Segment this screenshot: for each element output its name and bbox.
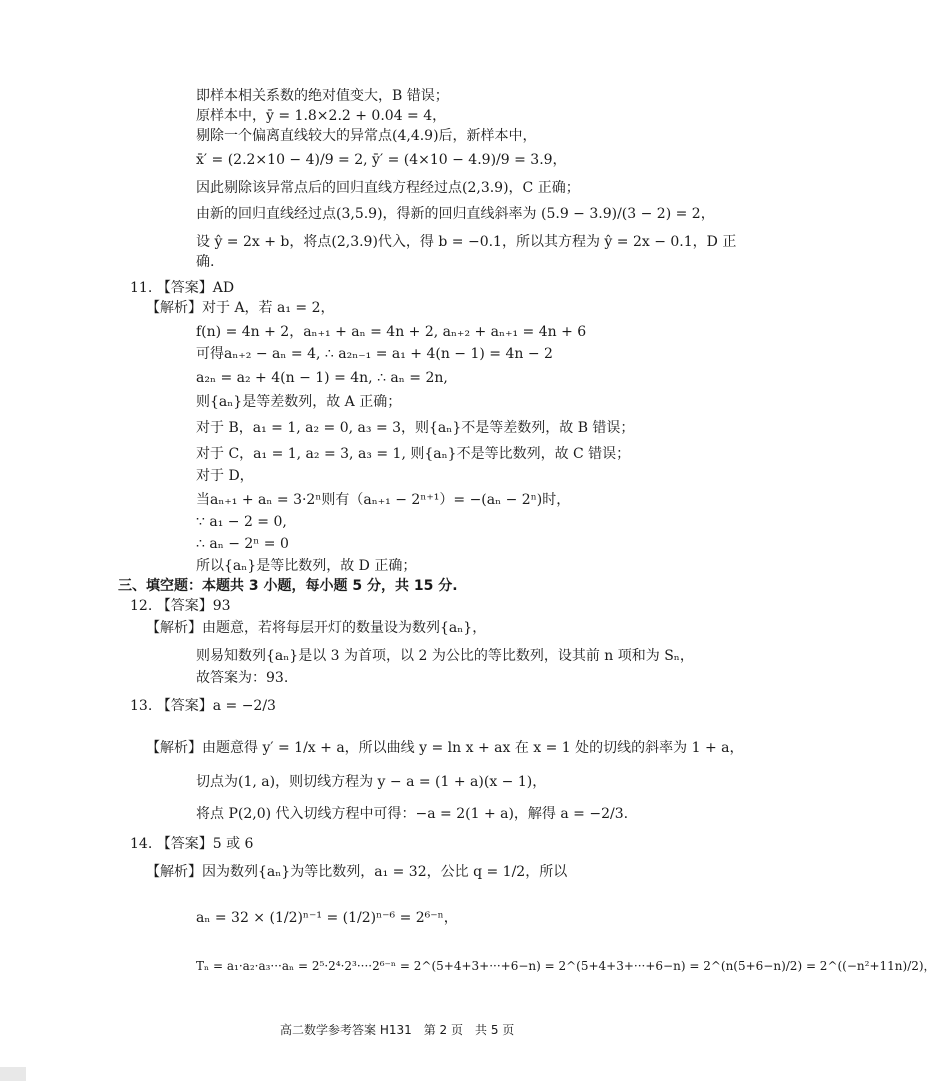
q10-line-7: 设 ŷ = 2x + b，将点(2,3.9)代入，得 b = −0.1，所以其方程为 ŷ = 2x − 0.1，D 正: [196, 234, 737, 250]
q10-line-8: 确.: [196, 254, 215, 270]
q11-line-7: 对于 C，a₁ = 1, a₂ = 3, a₃ = 1, 则{aₙ}不是等比数列，故 C 错误；: [196, 446, 631, 462]
q13-line-3: 将点 P(2,0) 代入切线方程中可得：−a = 2(1 + a)，解得 a = −2/3.: [196, 806, 629, 822]
q12-answer: 12. 【答案】93: [130, 598, 231, 614]
q13-line-1: 【解析】由题意得 y′ = 1/x + a，所以曲线 y = ln x + ax 在 x = 1 处的切线的斜率为 1 + a，: [146, 740, 744, 756]
q10-line-4: x̄′ = (2.2×10 − 4)/9 = 2, ȳ′ = (4×10 − 4.9)/9 = 3.9，: [196, 152, 567, 168]
q12-line-1: 【解析】由题意，若将每层开灯的数量设为数列{aₙ}，: [146, 620, 487, 636]
q11-line-8: 对于 D，: [196, 468, 254, 484]
q12-line-2: 则易知数列{aₙ}是以 3 为首项，以 2 为公比的等比数列，设其前 n 项和为 Sₙ，: [196, 648, 694, 664]
q11-answer: 11. 【答案】AD: [130, 280, 235, 296]
q10-line-1: 即样本相关系数的绝对值变大，B 错误；: [196, 88, 449, 104]
q10-line-3: 剔除一个偏离直线较大的异常点(4,4.9)后，新样本中，: [196, 128, 537, 144]
q11-line-5: 则{aₙ}是等差数列，故 A 正确；: [196, 394, 402, 410]
q11-line-2: f(n) = 4n + 2，aₙ₊₁ + aₙ = 4n + 2, aₙ₊₂ + aₙ₊₁ = 4n + 6: [196, 324, 587, 340]
section-3-heading: 三、填空题：本题共 3 小题，每小题 5 分，共 15 分.: [118, 578, 458, 594]
q14-answer: 14. 【答案】5 或 6: [130, 836, 254, 852]
q11-line-1: 【解析】对于 A，若 a₁ = 2，: [146, 300, 335, 316]
q11-line-11: ∴ aₙ − 2ⁿ = 0: [196, 536, 289, 552]
q11-line-12: 所以{aₙ}是等比数列，故 D 正确；: [196, 558, 417, 574]
q11-line-3: 可得aₙ₊₂ − aₙ = 4, ∴ a₂ₙ₋₁ = a₁ + 4(n − 1) = 4n − 2: [196, 346, 553, 362]
q11-line-4: a₂ₙ = a₂ + 4(n − 1) = 4n, ∴ aₙ = 2n,: [196, 370, 448, 386]
q14-line-2: aₙ = 32 × (1/2)ⁿ⁻¹ = (1/2)ⁿ⁻⁶ = 2⁶⁻ⁿ，: [196, 910, 458, 926]
q10-line-5: 因此剔除该异常点后的回归直线方程经过点(2,3.9)，C 正确；: [196, 180, 580, 196]
q14-line-1: 【解析】因为数列{aₙ}为等比数列，a₁ = 32，公比 q = 1/2，所以: [146, 864, 568, 880]
page-footer: 高二数学参考答案 H131 第 2 页 共 5 页: [280, 1023, 515, 1037]
q13-line-2: 切点为(1, a)，则切线方程为 y − a = (1 + a)(x − 1)，: [196, 774, 547, 790]
q11-line-6: 对于 B，a₁ = 1, a₂ = 0, a₃ = 3，则{aₙ}不是等差数列，故 B 错误；: [196, 420, 635, 436]
q11-line-10: ∵ a₁ − 2 = 0,: [196, 514, 287, 530]
q11-line-9: 当aₙ₊₁ + aₙ = 3·2ⁿ则有（aₙ₊₁ − 2ⁿ⁺¹）= −(aₙ − 2ⁿ)时，: [196, 492, 571, 508]
q10-line-6: 由新的回归直线经过点(3,5.9)，得新的回归直线斜率为 (5.9 − 3.9)/(3 − 2) = 2，: [196, 206, 715, 222]
q12-line-3: 故答案为：93.: [196, 670, 289, 686]
q14-line-3: Tₙ = a₁·a₂·a₃···aₙ = 2⁵·2⁴·2³····2⁶⁻ⁿ = 2^(5+4+3+···+6−n) = 2^(5+4+3+···+6−n) = 2^(n(5+6−n)/2) = 2^((−n²+11n)/2)，: [196, 959, 936, 973]
scan-edge-mark: [0, 1067, 26, 1081]
q10-line-2: 原样本中，ȳ = 1.8×2.2 + 0.04 = 4，: [196, 108, 447, 124]
q13-answer: 13. 【答案】a = −2/3: [130, 698, 276, 714]
